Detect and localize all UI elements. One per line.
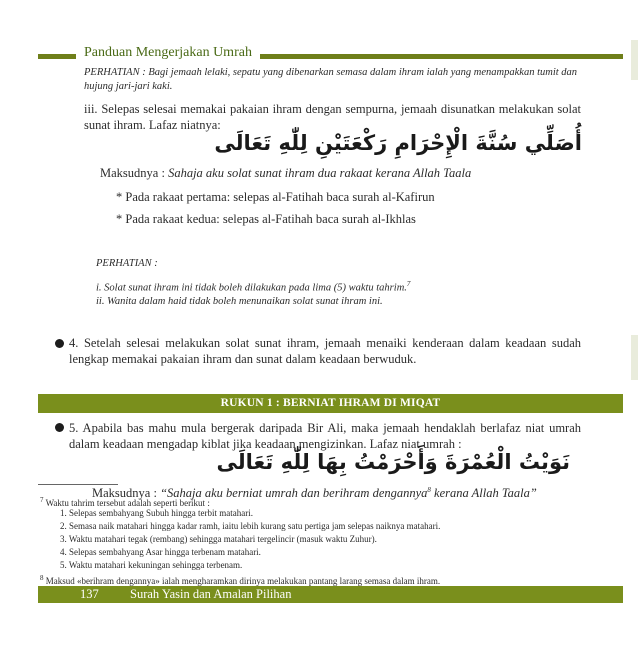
meaning-text: Sahaja aku solat sunat ihram dua rakaat kerana Allah Taala xyxy=(168,166,472,180)
rakaat-first-note: * Pada rakaat pertama: selepas al-Fatihah baca surah al-Kafirun xyxy=(116,190,435,204)
footnote-item: 2. Semasa naik matahari hingga kadar ramh, iaitu lebih kurang satu pertiga jam selepas naiknya matahari. xyxy=(60,521,441,531)
footnote-8 xyxy=(40,572,440,587)
footer-bar xyxy=(38,586,623,603)
page-edge-mark xyxy=(631,335,638,380)
page-edge-mark xyxy=(631,40,638,80)
footnote-item: 1. Selepas sembahyang Subuh hingga terbit matahari. xyxy=(60,508,253,518)
bullet-icon xyxy=(55,339,64,348)
footnote-mark-8: 8 xyxy=(40,574,44,582)
footnote-mark-7: 7 xyxy=(40,496,44,504)
footer-title: Surah Yasin dan Amalan Pilihan xyxy=(130,587,292,601)
step-5-text: 5. Apabila bas mahu mula bergerak daripada Bir Ali, maka jemaah hendaklah berlafaz niat umrah dalam keadaan mengadap kiblat jika keadaan mengizinkan. Lafaz niat umrah : xyxy=(69,421,581,451)
page-header-title: Panduan Mengerjakan Umrah xyxy=(84,45,252,60)
solat-meaning xyxy=(100,165,471,181)
footnote-item: 4. Selepas sembahyang Asar hingga terbenam matahari. xyxy=(60,547,261,557)
perhatian-item-ii: ii. Wanita dalam haid tidak boleh menunaikan solat sunat ihram ini. xyxy=(96,296,383,307)
arabic-niat-solat: أُصَلِّي سُنَّةَ الْإِحْرَامِ رَكْعَتَيْنِ لِلّٰهِ تَعَالَى xyxy=(214,131,582,155)
meaning-label: Maksudnya : xyxy=(92,486,161,501)
footnote-ref-8: 8 xyxy=(427,486,431,494)
header-bar-left xyxy=(38,54,76,59)
footnote-ref-7: 7 xyxy=(406,280,411,288)
footnote-7-text: Waktu tahrim tersebut adalah seperti berikut : xyxy=(45,498,210,508)
footnote-item: 5. Waktu matahari kekuningan sehingga terbenam. xyxy=(60,560,243,570)
perhatian-note-top: PERHATIAN : Bagi jemaah lelaki, sepatu yang dibenarkan semasa dalam ihram ialah yang menampakkan tumit dan hujung jari-jari kaki. xyxy=(84,67,578,92)
footnote-divider xyxy=(38,484,118,485)
meaning-text-a: “Sahaja aku berniat umrah dan berihram dengannya xyxy=(160,486,428,501)
perhatian-title: PERHATIAN : xyxy=(96,258,158,269)
meaning-text-b: kerana Allah Taala” xyxy=(430,486,537,501)
bullet-icon xyxy=(55,423,64,432)
perhatian-item-i-text: i. Solat sunat ihram ini tidak boleh dilakukan pada lima (5) waktu tahrim. xyxy=(96,282,407,294)
page-number: 137 xyxy=(80,587,99,601)
footnote-8-text: Maksud «berihram dengannya» ialah mengharamkan dirinya melakukan pantang larang semasa dalam ihram. xyxy=(45,576,441,586)
arabic-niat-umrah: نَوَيْتُ الْعُمْرَةَ وَأَحْرَمْتُ بِهَا لِلّٰهِ تَعَالَى xyxy=(216,450,570,474)
meaning-label: Maksudnya : xyxy=(100,166,169,180)
step-4-text: 4. Setelah selesai melakukan solat sunat ihram, jemaah menaiki kenderaan dalam keadaan sudah lengkap memakai pakaian ihram dan sunat dalam keadaan berwuduk. xyxy=(69,336,581,366)
header-bar-right xyxy=(260,54,623,59)
section-heading-rukun-1: RUKUN 1 : BERNIAT IHRAM DI MIQAT xyxy=(38,394,623,413)
perhatian-item-i xyxy=(96,277,410,296)
step-iii-text: iii. Selepas selesai memakai pakaian ihram dengan sempurna, jemaah disunatkan melakukan solat sunat ihram. Lafaz niatnya: xyxy=(84,102,581,132)
footnote-item: 3. Waktu matahari tegak (rembang) sehingga matahari tergelincir (masuk waktu Zuhur). xyxy=(60,534,377,544)
rakaat-second-note: * Pada rakaat kedua: selepas al-Fatihah baca surah al-Ikhlas xyxy=(116,212,416,226)
